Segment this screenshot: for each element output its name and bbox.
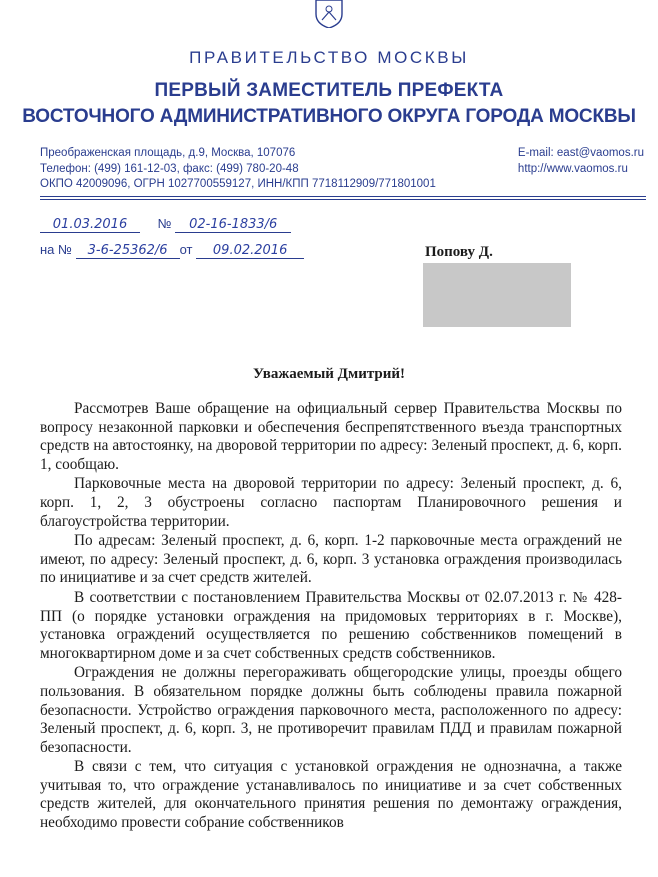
reply-reference-line <box>40 242 304 259</box>
office-title-line2: ВОСТОЧНОГО АДМИНИСТРАТИВНОГО ОКРУГА ГОРОДА МОСКВЫ <box>22 106 636 127</box>
registration-number: 02-16-1833/6 <box>175 217 291 233</box>
registration-date: 01.03.2016 <box>40 217 140 233</box>
letterhead-divider-thin <box>40 199 646 200</box>
address-line: Преображенская площадь, д.9, Москва, 107076 <box>40 147 296 159</box>
moscow-coat-of-arms-icon <box>312 0 346 28</box>
body-paragraph: Парковочные места на дворовой территории по адресу: Зеленый проспект, д. 6, корп. 1, 2, 3 обустроены согласно паспортам Планировочного решения и благоустройства территории. <box>40 475 622 530</box>
letter-body <box>40 400 622 833</box>
body-paragraph: Ограждения не должны перегораживать общегородские улицы, проезды общего пользования. В обязательном порядке должны быть соблюдены правила пожарной безопасности. Устройство ограждения парковочного места, расположенного по адресу: Зеленый проспект, д. 6, корп. 3, не противоречит правилам ПДД и правилам пожарной безопасности. <box>40 664 622 756</box>
body-paragraph: Рассмотрев Ваше обращение на официальный сервер Правительства Москвы по вопросу незаконной парковки и обеспечения беспрепятственного въезда транспортных средств на автостоянку, на дворовой территории по адресу: Зеленый проспект, д. 6, корп. 1, сообщаю. <box>40 400 622 473</box>
number-label: № <box>157 216 172 231</box>
email-line: E-mail: east@vaomos.ru <box>517 147 644 159</box>
addressee: Попову Д. <box>425 244 493 260</box>
contacts-right <box>518 146 644 177</box>
government-title: ПРАВИТЕЛЬСТВО МОСКВЫ <box>189 48 469 67</box>
body-paragraph: В соответствии с постановлением Правительства Москвы от 02.07.2013 г. № 428-ПП (о порядке установки ограждения на придомовых территориях в г. Москве), установка ограждений осуществляется по решению собственников помещений в многоквартирном доме и за счет собственных средств собственников. <box>40 588 622 662</box>
body-paragraph: По адресам: Зеленый проспект, д. 6, корп. 1-2 парковочные места ограждений не имеют, по адресу: Зеленый проспект, д. 6, корп. 3 установка ограждения производилась по инициативе и за счет средств жителей. <box>40 532 622 587</box>
reply-label: на № <box>40 242 72 257</box>
reply-number: 3-6-25362/6 <box>76 243 180 259</box>
letterhead-divider <box>40 196 646 197</box>
redacted-address-block <box>423 263 571 327</box>
office-title-line1: ПЕРВЫЙ ЗАМЕСТИТЕЛЬ ПРЕФЕКТА <box>154 80 504 101</box>
from-label: от <box>179 242 193 257</box>
body-paragraph: В связи с тем, что ситуация с установкой ограждения не однозначна, а также учитывая то, что ограждение устанавливалось по инициативе и за счет собственных средств жителей, для окончательного принятия решения по демонтажу ограждения, необходимо провести собрание собственников <box>40 758 622 832</box>
salutation: Уважаемый Дмитрий! <box>252 366 406 382</box>
website-line: http://www.vaomos.ru <box>517 162 628 175</box>
contacts-left <box>40 146 436 193</box>
phone-line: Телефон: (499) 161-12-03, факс: (499) 780-20-48 <box>40 162 299 175</box>
codes-line: ОКПО 42009096, ОГРН 1027700559127, ИНН/КПП 7718112909/771801001 <box>40 178 436 190</box>
reply-date: 09.02.2016 <box>196 243 304 259</box>
registration-line <box>40 216 291 233</box>
